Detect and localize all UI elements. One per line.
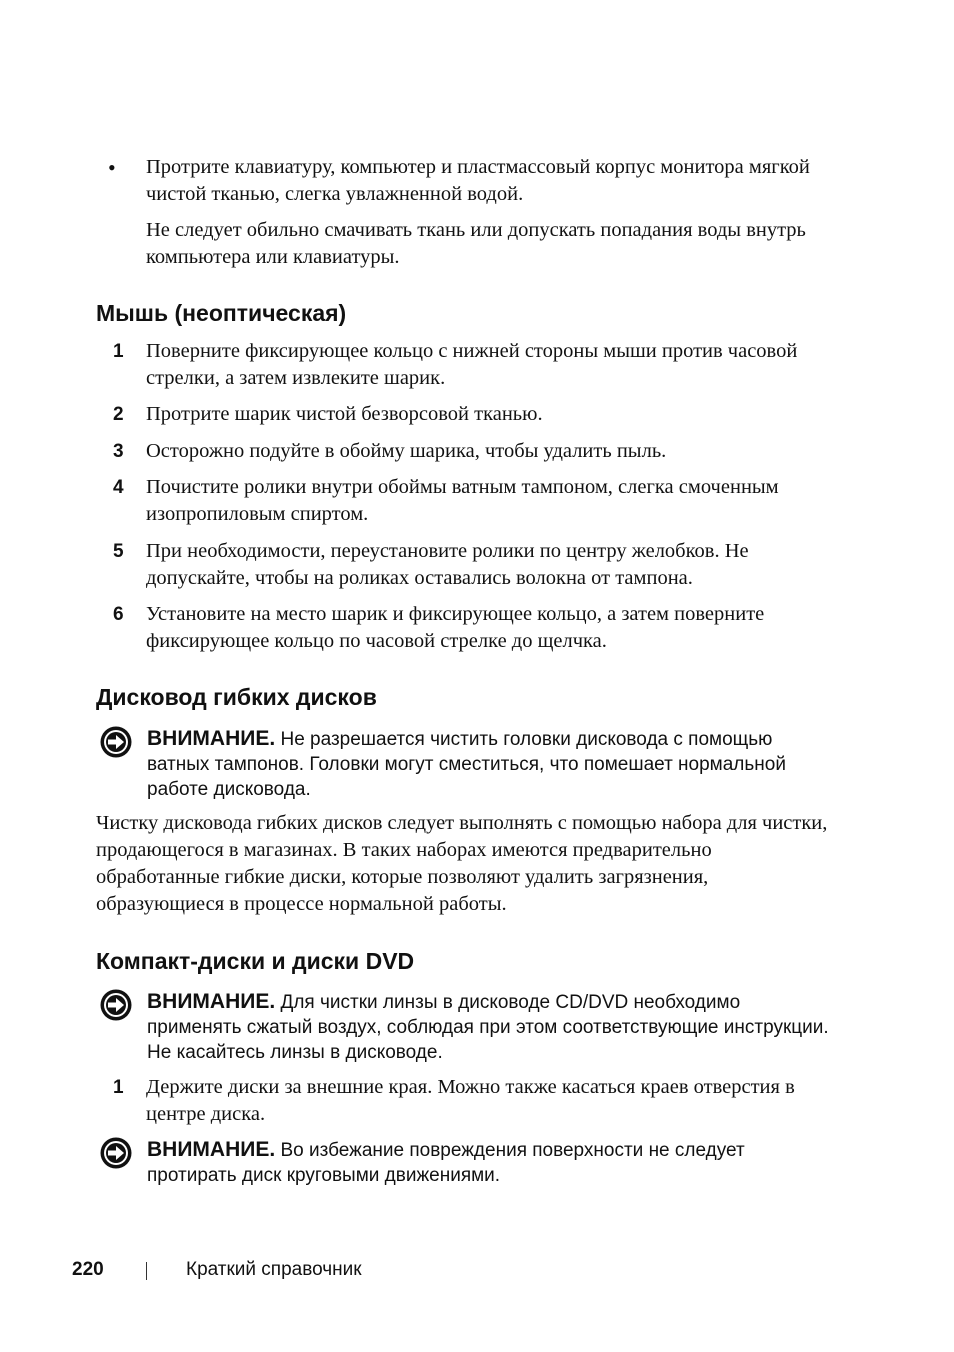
bullet-marker: • [108, 155, 116, 180]
notice-body [147, 989, 837, 1065]
step-text: Держите диски за внешние края. Можно также касаться краев отверстия в центре диска. [146, 1076, 795, 1125]
heading-mouse: Мышь (неоптическая) [96, 300, 347, 326]
step-text: Почистите ролики внутри обоймы ватным тампоном, слегка смоченным изопропиловым спиртом. [146, 476, 779, 525]
step-text: Осторожно подуйте в обойму шарика, чтобы удалить пыль. [146, 440, 667, 462]
notice-label: ВНИМАНИЕ. [147, 990, 276, 1013]
footer-title: Краткий справочник [186, 1259, 362, 1280]
step-text: Установите на место шарик и фиксирующее кольцо, а затем поверните фиксирующее кольцо по часовой стрелке до щелчка. [146, 603, 765, 652]
notice-label: ВНИМАНИЕ. [147, 727, 276, 750]
step-number: 1 [113, 1077, 124, 1098]
step-number: 5 [113, 541, 124, 562]
step-text: Протрите шарик чистой безворсовой тканью. [146, 403, 543, 425]
notice-arrow-icon [99, 988, 133, 1022]
step-number: 1 [113, 341, 124, 362]
notice-text: Во избежание повреждения поверхности не следует протирать диск круговыми движениями. [147, 1140, 745, 1186]
footer-divider [146, 1262, 147, 1280]
step-text: При необходимости, переустановите ролики по центру желобков. Не допускайте, чтобы на роликах оставались волокна от тампона. [146, 540, 749, 589]
step-number: 3 [113, 441, 124, 462]
page-number: 220 [72, 1259, 104, 1280]
step-number: 6 [113, 604, 124, 625]
step-number: 2 [113, 404, 124, 425]
notice-body [147, 726, 837, 802]
notice-arrow-icon [99, 725, 133, 759]
step-number: 4 [113, 477, 124, 498]
notice-arrow-icon [99, 1136, 133, 1170]
intro-note-text: Не следует обильно смачивать ткань или допускать попадания воды внутрь компьютера или клавиатуры. [146, 219, 806, 268]
notice-text: Для чистки линзы в дисководе CD/DVD необходимо применять сжатый воздух, соблюдая при этом соответствующие инструкции. Не касайтесь линзы в дисководе. [147, 992, 829, 1063]
notice-body [147, 1137, 837, 1188]
heading-floppy: Дисковод гибких дисков [96, 684, 377, 710]
floppy-paragraph: Чистку дисковода гибких дисков следует выполнять с помощью набора для чистки, продающегося в магазинах. В таких наборах имеются предварительно обработанные гибкие диски, которые позволяют удалить загрязнения, образующиеся в процессе нормальной работы. [96, 812, 828, 915]
heading-cd-dvd: Компакт-диски и диски DVD [96, 948, 415, 974]
notice-label: ВНИМАНИЕ. [147, 1138, 276, 1161]
notice-text: Не разрешается чистить головки дисковода с помощью ватных тампонов. Головки могут сместиться, что помешает нормальной работе дисковода. [147, 729, 786, 800]
intro-bullet-text: Протрите клавиатуру, компьютер и пластмассовый корпус монитора мягкой чистой тканью, слегка увлажненной водой. [146, 156, 810, 205]
step-text: Поверните фиксирующее кольцо с нижней стороны мыши против часовой стрелки, а затем извлеките шарик. [146, 340, 798, 389]
